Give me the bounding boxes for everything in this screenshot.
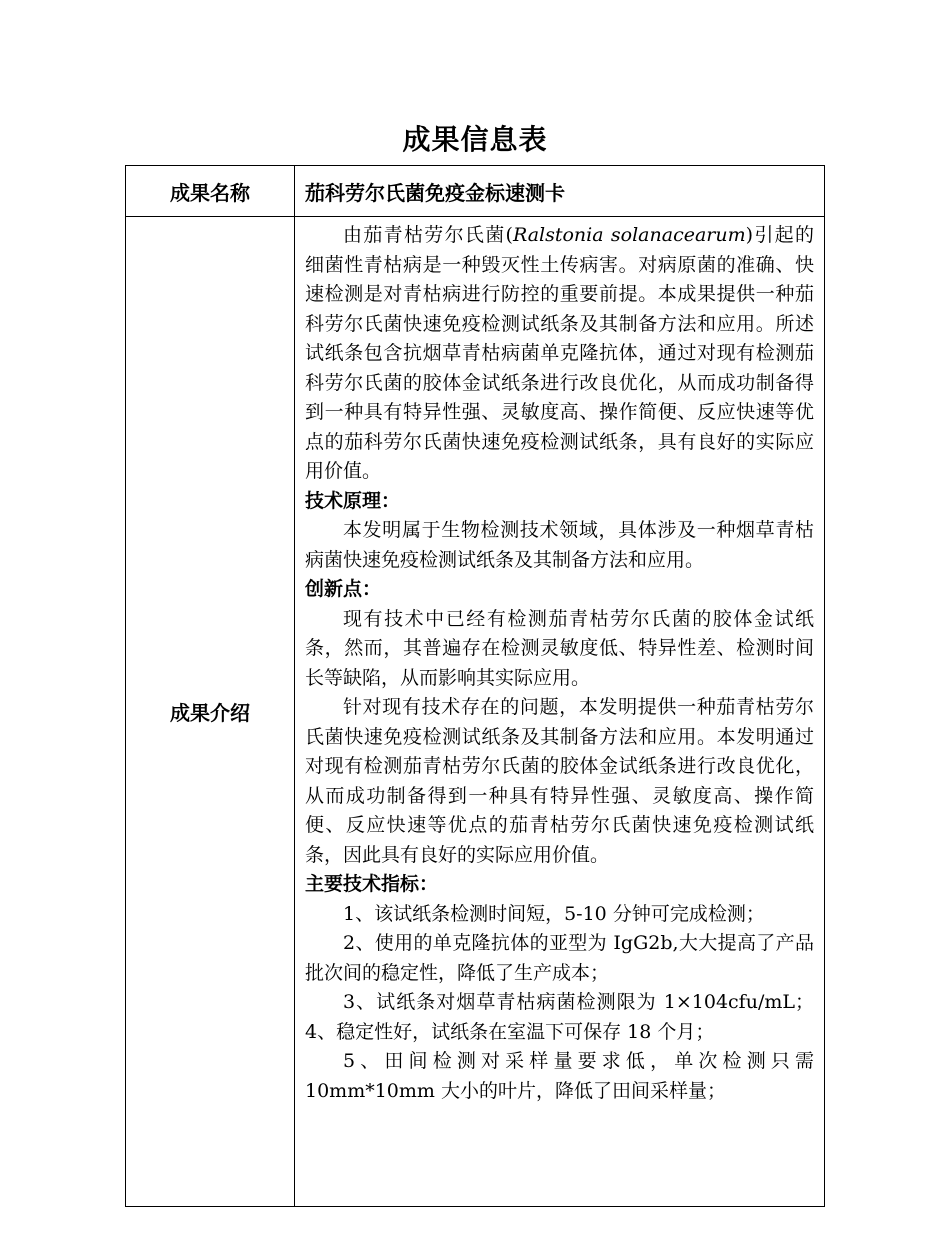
row-label-intro: 成果介绍 [126, 217, 295, 1207]
intro-before: 由茄青枯劳尔氏菌( [343, 224, 513, 246]
row-label-name: 成果名称 [126, 166, 295, 217]
table-row [126, 166, 825, 217]
info-table [125, 165, 825, 1207]
intro-content [295, 217, 825, 1207]
indicator-item-2: 2、使用的单克隆抗体的亚型为 IgG2b,大大提高了产品批次间的稳定性，降低了生产成本； [305, 932, 814, 984]
innovation-paragraph-1: 现有技术中已经有检测茄青枯劳尔氏菌的胶体金试纸条，然而，其普遍存在检测灵敏度低、特异性差、检测时间长等缺陷，从而影响其实际应用。 [305, 607, 814, 689]
principle-paragraph: 本发明属于生物检测技术领域，具体涉及一种烟草青枯病菌快速免疫检测试纸条及其制备方法和应用。 [305, 519, 814, 571]
innovation-heading: 创新点： [305, 578, 382, 600]
indicator-item-4: 5、田间检测对采样量要求低，单次检测只需 10mm*10mm 大小的叶片，降低了田间采样量； [305, 1050, 814, 1102]
intro-paragraph [305, 221, 814, 487]
indicators-heading: 主要技术指标： [305, 873, 439, 895]
principle-heading: 技术原理： [305, 489, 401, 512]
innovation-paragraph-2: 针对现有技术存在的问题，本发明提供一种茄青枯劳尔氏菌快速免疫检测试纸条及其制备方法和应用。本发明通过对现有检测茄青枯劳尔氏菌的胶体金试纸条进行改良优化，从而成功制备得到一种具有特异性强、灵敏度高、操作简便、反应快速等优点的茄青枯劳尔氏菌快速免疫检测试纸条，因此具有良好的实际应用价值。 [305, 696, 814, 866]
table-row [126, 217, 825, 1207]
page-title: 成果信息表 [402, 123, 548, 156]
intro-after: )引起的细菌性青枯病是一种毁灭性土传病害。对病原菌的准确、快速检测是对青枯病进行防控的重要前提。本成果提供一种茄科劳尔氏菌快速免疫检测试纸条及其制备方法和应用。所述试纸条包含抗烟草青枯病菌单克隆抗体，通过对现有检测茄科劳尔氏菌的胶体金试纸条进行改良优化，从而成功制备得到一种具有特异性强、灵敏度高、操作简便、反应快速等优点的茄科劳尔氏菌快速免疫检测试纸条，具有良好的实际应用价值。 [305, 224, 815, 482]
latin-name: Ralstonia solanacearum [512, 224, 746, 246]
achievement-name: 茄科劳尔氏菌免疫金标速测卡 [295, 166, 825, 217]
indicator-item-3: 3、试纸条对烟草青枯病菌检测限为 1×104cfu/mL；4、稳定性好，试纸条在室温下可保存 18 个月； [305, 991, 814, 1043]
indicator-item-1: 1、该试纸条检测时间短，5-10 分钟可完成检测； [343, 902, 765, 925]
